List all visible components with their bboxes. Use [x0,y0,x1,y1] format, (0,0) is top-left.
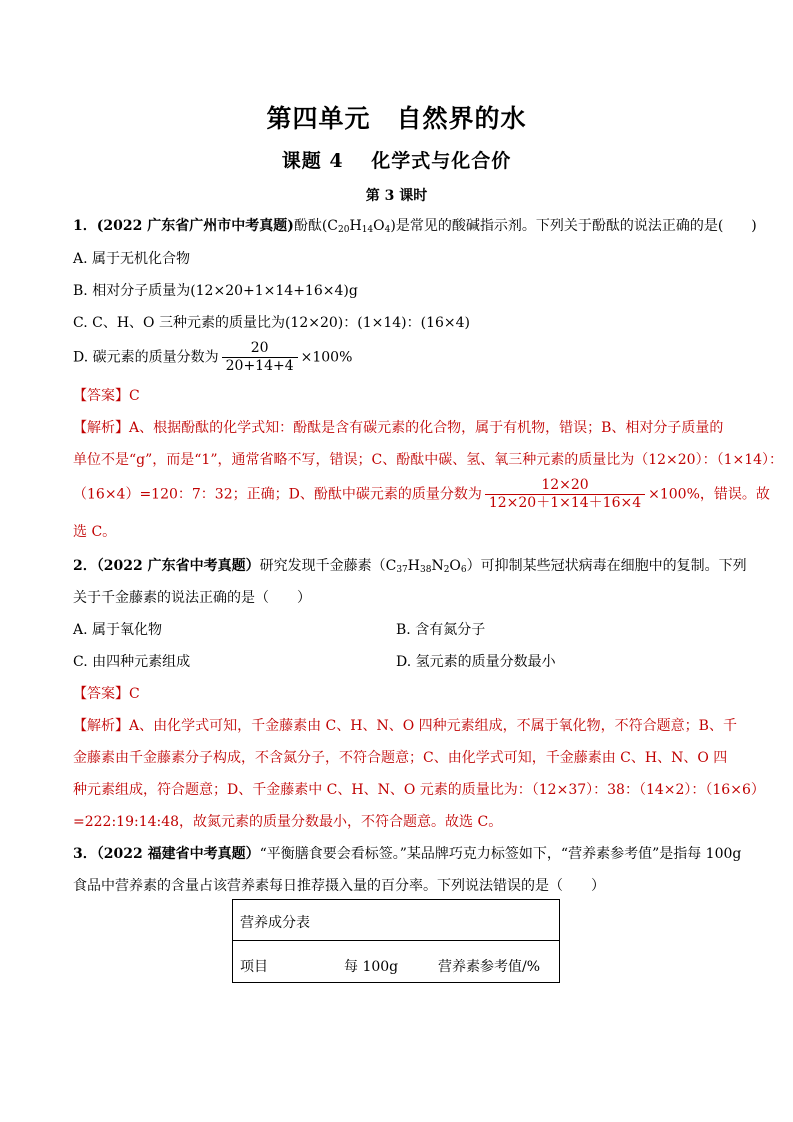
lesson-title: 课题 4 化学式与化合价 [281,150,512,172]
nutrition-table-caption: 营养成分表 [240,915,310,931]
q1-number: 1． [73,218,97,234]
q1-explanation-line3: （16×4）=120：7：32；正确；D、酚酞中碳元素的质量分数为 $\frac{12\times 20}{12\times 20+1\times 14+16\times 4}$ ×100%，错误。故 [73,477,770,511]
q1-option-d: D. 碳元素的质量分数为 $\frac{20}{20+14+4}$ ×100% [73,340,353,374]
q1-explanation-line4: 选 C。 [73,524,117,540]
q3-source: （2022 福建省中考真题） [96,846,260,862]
q3-stem-line2: 食品中营养素的含量占该营养素每日推荐摄入量的百分率。下列说法错误的是（ ） [73,878,605,894]
nutrition-table-header-item: 项目 [240,959,268,975]
q1-option-d-fraction: $\frac{20}{20+14+4}$ [222,340,298,375]
q2-explanation-line4: =222:19:14:48，故氮元素的质量分数最小，不符合题意。故选 C。 [73,814,503,830]
q2-number: 2． [73,558,97,574]
unit-title: 第四单元 自然界的水 [266,104,527,133]
q2-option-c: C. 由四种元素组成 [73,654,191,670]
period-label: 第 3 课时 [365,188,428,204]
q1-explanation-line2: 单位不是“g”，而是“1”，通常省略不写，错误；C、酚酞中碳、氢、氧三种元素的质量比为（12×20）：（1×14）： [73,452,784,468]
q3-number: 3． [73,846,97,862]
q2-source: （2022 广东省中考真题） [96,558,260,574]
q2-option-b: B. 含有氮分子 [396,622,486,638]
nutrition-table-caption-row [233,900,559,941]
q2-explanation-line1: 【解析】A、由化学式可知，千金藤素由 C、H、N、O 四种元素组成，不属于氧化物，不符合题意；B、千 [73,718,737,734]
q1-option-b: B. 相对分子质量为(12×20+1×14+16×4)g [73,283,358,299]
q3-stem: 3．（2022 福建省中考真题）“平衡膳食要会看标签。”某品牌巧克力标签如下，“营养素参考值”是指每 100g [73,846,742,862]
q2-answer: 【答案】C [73,686,140,702]
q2-explanation-line3: 种元素组成，符合题意；D、千金藤素中 C、H、N、O 元素的质量比为：（12×37）：38：（14×2）：（16×6） [73,782,765,798]
q2-stem: 2．（2022 广东省中考真题）研究发现千金藤素$(C_{37}H_{38}N_2O_6)$可抑制某些冠状病毒在细胞中的复制。下列 [73,558,747,575]
q2-explanation-line2: 金藤素由千金藤素分子构成，不含氮分子，不符合题意；C、由化学式可知，千金藤素由 C、H、N、O 四 [73,750,728,766]
q2-stem-line2: 关于千金藤素的说法正确的是（ ） [73,590,311,606]
nutrition-table-header-per100g: 每 100g [344,959,399,975]
q1-option-a: A. 属于无机化合物 [73,251,191,267]
nutrition-table [232,899,560,983]
q1-explanation-fraction: $\frac{12\times 20}{12\times 20+1\times 14+16\times 4}$ [485,477,645,512]
q1-source: (2022 广东省广州市中考真题) [96,218,294,234]
q1-explanation-line1: 【解析】A、根据酚酞的化学式知：酚酞是含有碳元素的化合物，属于有机物，错误；B、相对分子质量的 [73,420,724,436]
q1-option-c: C. C、H、O 三种元素的质量比为(12×20)：(1×14)：(16×4) [73,315,470,331]
q1-stem: 1．(2022 广东省广州市中考真题)酚酞$(C_{20}H_{14}O_4)$是常见的酸碱指示剂。下列关于酚酞的说法正确的是( ) [73,218,757,235]
q2-option-d: D. 氢元素的质量分数最小 [396,654,556,670]
q1-answer: 【答案】C [73,388,140,404]
q2-option-a: A. 属于氧化物 [73,622,163,638]
nutrition-table-header-nrv: 营养素参考值/% [438,959,541,975]
